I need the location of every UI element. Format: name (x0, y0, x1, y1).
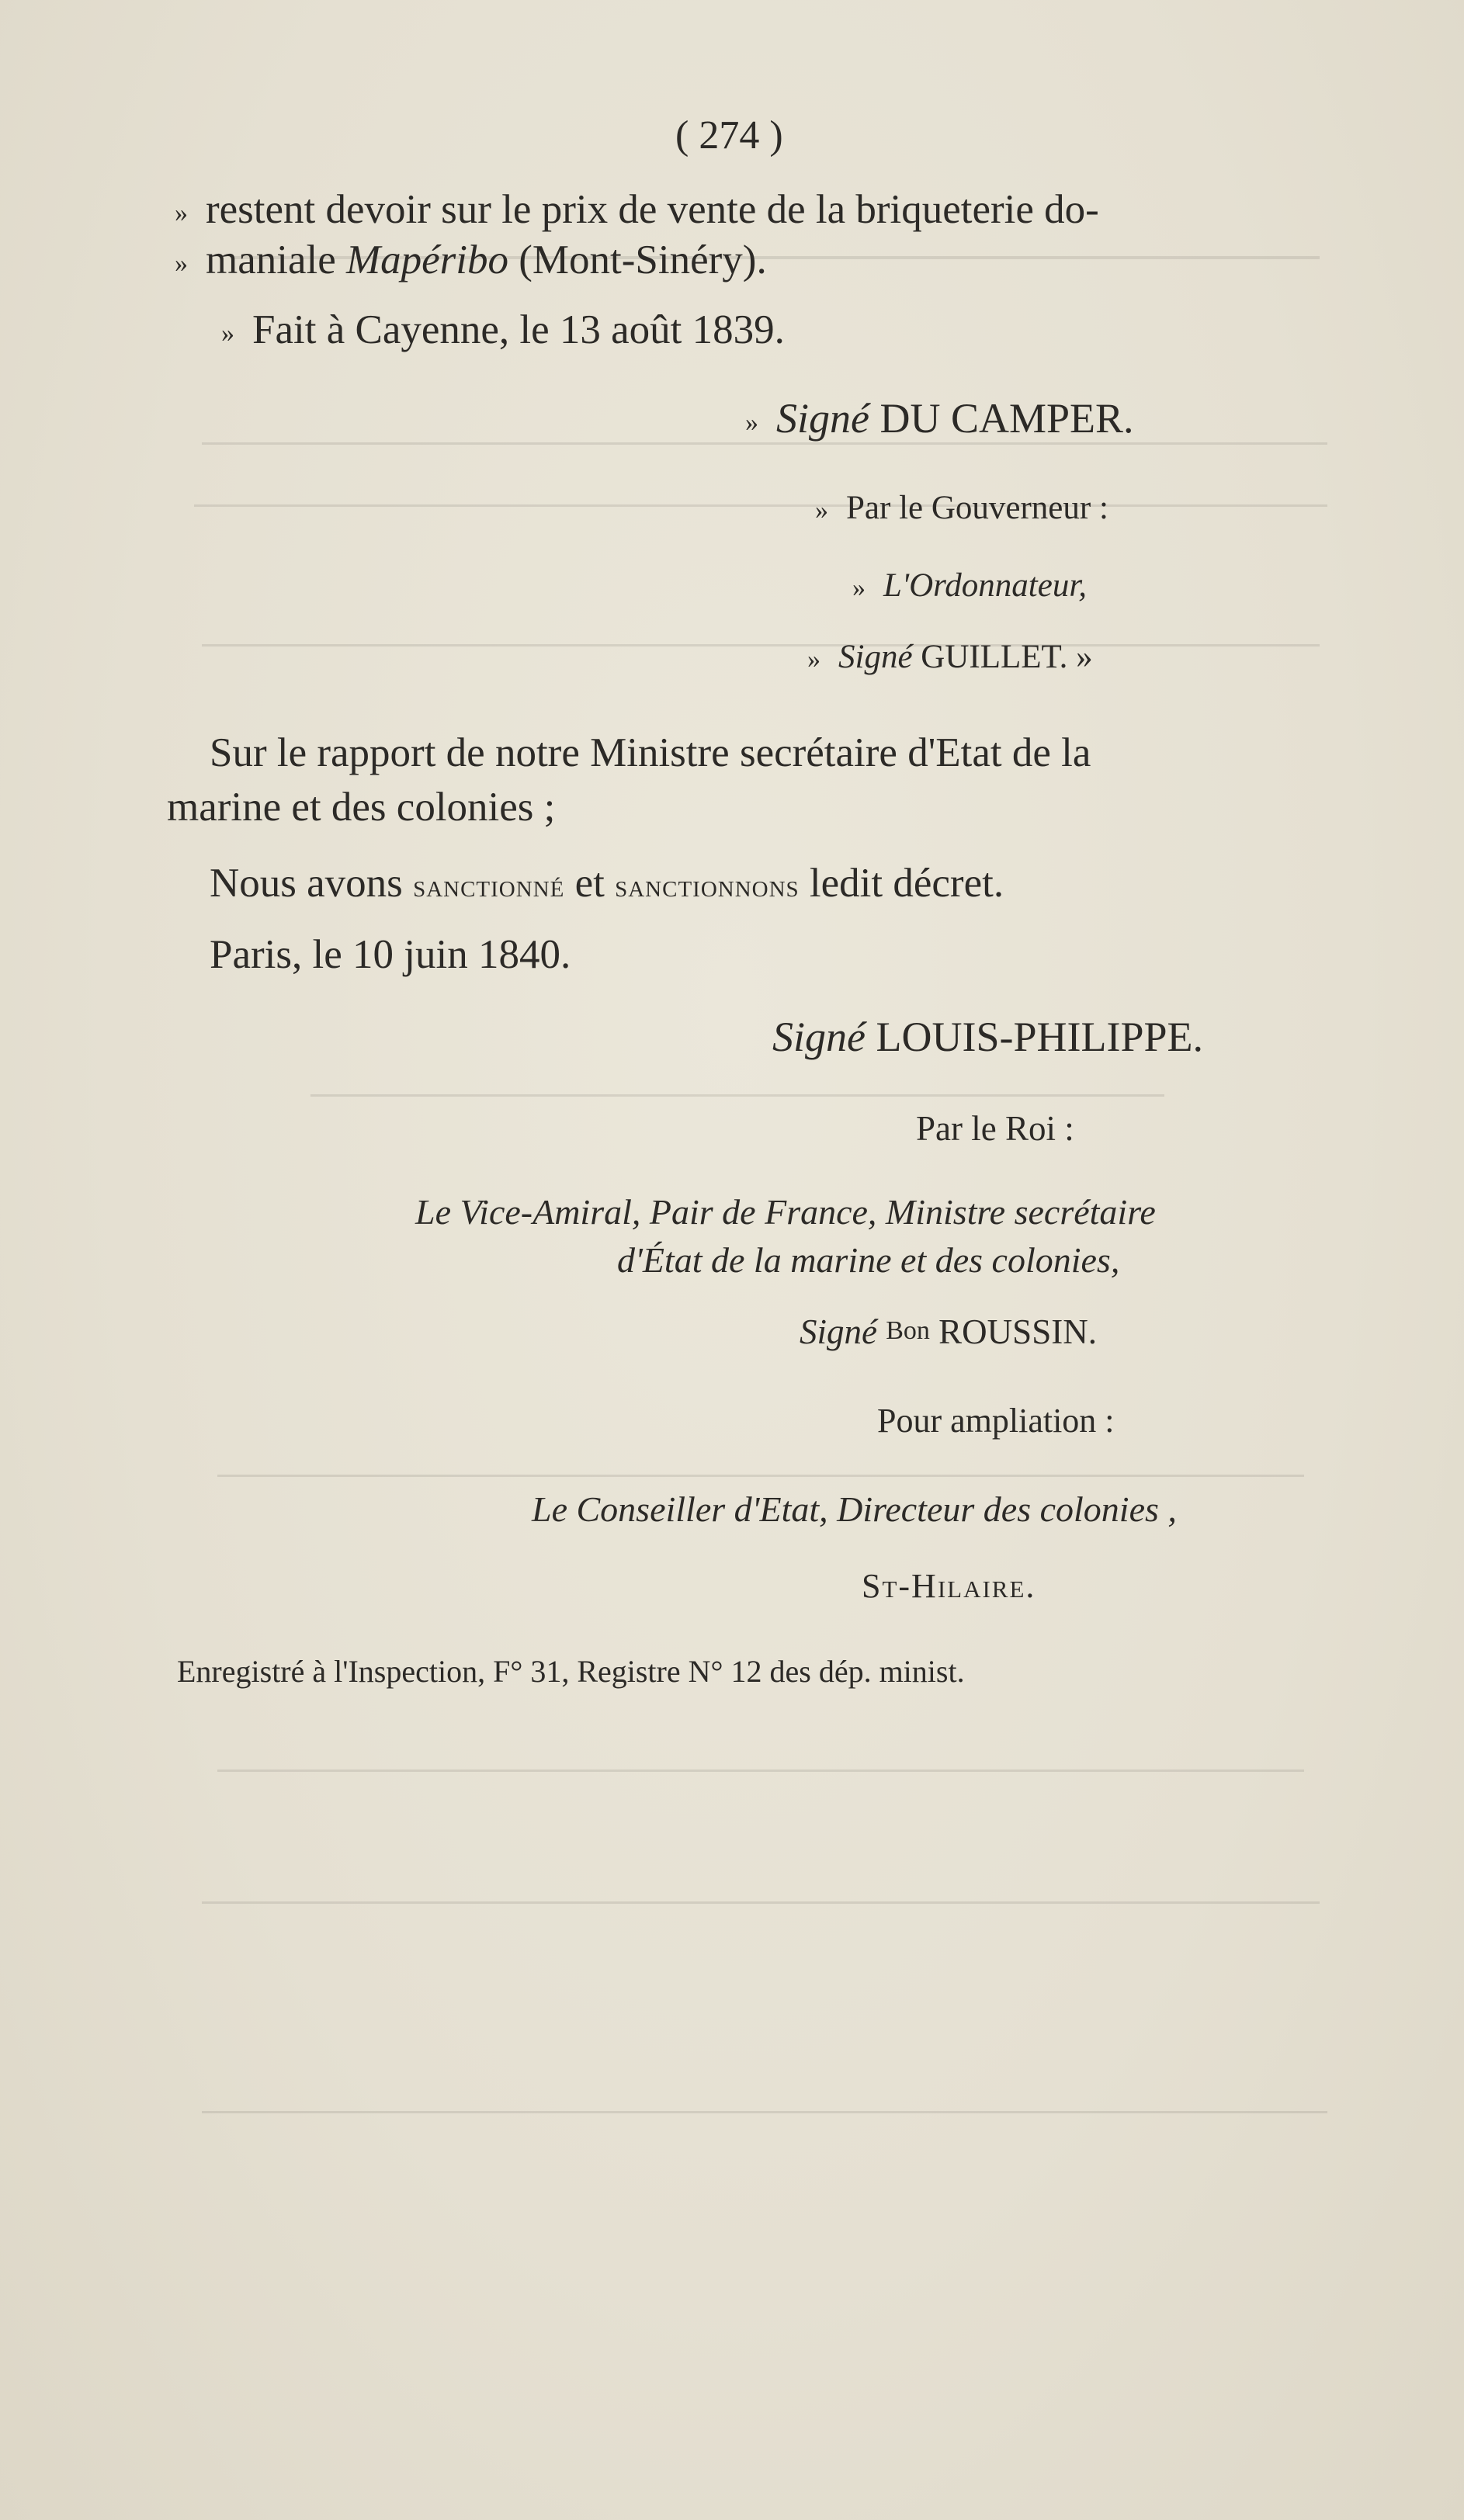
quote-mark: » (221, 318, 234, 348)
signe-label: Signé (776, 395, 869, 442)
signe-label: Signé (838, 639, 913, 675)
sanction-paragraph-line: marine et des colonies ; (167, 785, 556, 830)
minister-title: d'État de la marine et des colonies, (617, 1240, 1120, 1280)
decree-line-text: maniale (206, 237, 346, 283)
quote-mark: » (175, 248, 188, 278)
quote-mark: » (807, 645, 820, 674)
par-le-gouverneur-text: Par le Gouverneur : (846, 490, 1108, 526)
sanction-statement (210, 860, 1004, 906)
signatory-name: ROUSSIN. (938, 1312, 1097, 1351)
sanctionne-word: sanctionné (413, 868, 565, 904)
quote-mark: » (745, 407, 758, 437)
paris-date: Paris, le 10 juin 1840. (210, 932, 571, 977)
decree-line-text: (Mont-Sinéry). (508, 237, 767, 283)
signature-louis-philippe (772, 1013, 1203, 1061)
decree-line (175, 186, 1099, 233)
decree-line-text: restent devoir sur le prix de vente de la briqueterie do- (206, 187, 1099, 232)
minister-title-line (415, 1191, 1156, 1232)
ordonnateur-title: L'Ordonnateur, (883, 567, 1088, 604)
sanctionnons-word: sanctionnons (615, 868, 800, 904)
sanction-text: et (564, 861, 616, 906)
pour-ampliation: Pour ampliation : (877, 1402, 1115, 1440)
sanction-text: Nous avons (210, 861, 414, 906)
place-name: Mapéribo (346, 237, 509, 283)
conseiller-title-text: Le Conseiller d'Etat, Directeur des colonies , (532, 1489, 1177, 1529)
par-le-gouverneur (815, 489, 1108, 527)
quote-mark: » (815, 496, 828, 525)
baron-abbrev: Bon (886, 1316, 930, 1345)
minister-title: Le Vice-Amiral, Pair de France, Ministre secrétaire (415, 1192, 1156, 1232)
decree-date-text: Fait à Cayenne, le 13 août 1839. (252, 307, 785, 352)
signature-st-hilaire: St-Hilaire. (862, 1567, 1036, 1605)
signatory-name: DU CAMPER. (879, 395, 1134, 442)
signature-roussin (800, 1312, 1097, 1352)
minister-title-line (617, 1239, 1119, 1281)
decree-date (221, 307, 785, 353)
signatory-name: LOUIS-PHILIPPE. (876, 1014, 1203, 1060)
signature-du-camper (745, 394, 1134, 442)
decree-line (175, 237, 767, 283)
registration-note: Enregistré à l'Inspection, F° 31, Registre N° 12 des dép. minist. (177, 1654, 965, 1689)
quote-mark: » (175, 198, 188, 227)
par-le-roi: Par le Roi : (916, 1109, 1074, 1148)
signature-guillet (807, 638, 1093, 676)
signe-label: Signé (772, 1014, 866, 1060)
sanction-paragraph-line: Sur le rapport de notre Ministre secrétaire d'Etat de la (210, 730, 1091, 775)
signatory-name: GUILLET. » (921, 639, 1093, 675)
quote-mark: » (852, 574, 866, 603)
ordonnateur (852, 567, 1087, 605)
page-number: ( 274 ) (675, 113, 783, 158)
sanction-text: ledit décret. (799, 861, 1004, 906)
signe-label: Signé (800, 1312, 877, 1351)
conseiller-title (532, 1489, 1177, 1530)
